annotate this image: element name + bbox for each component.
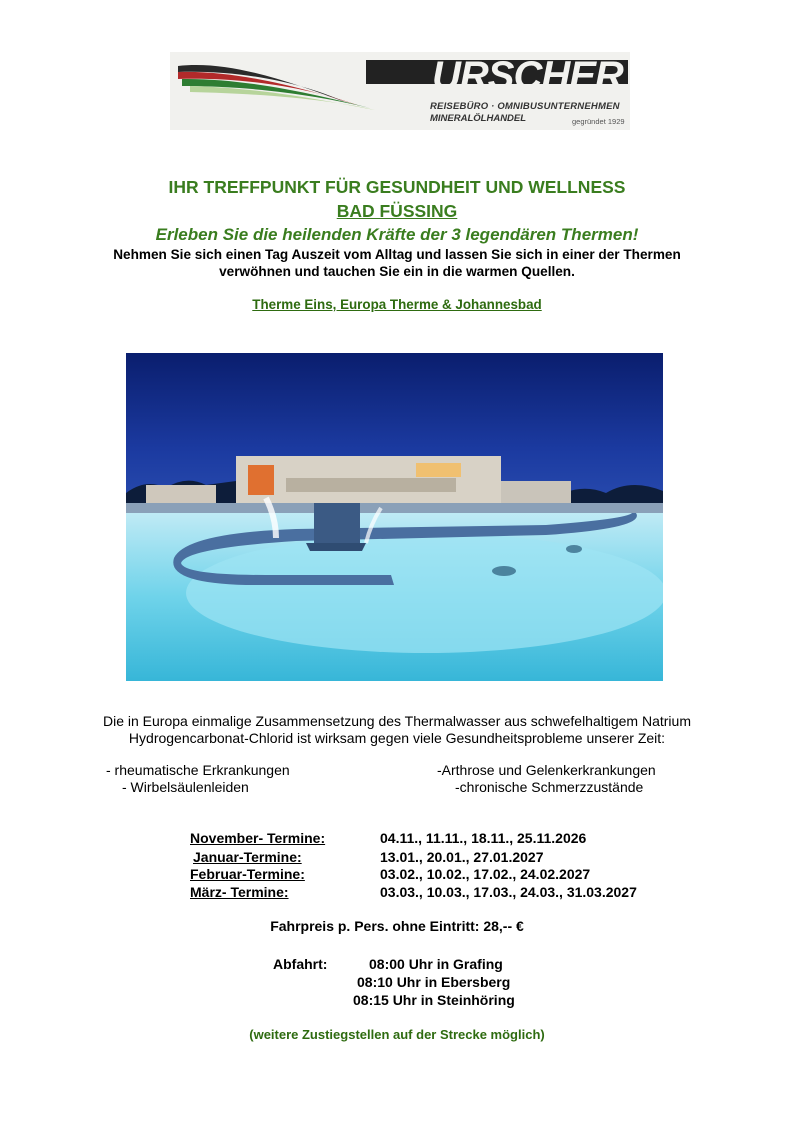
condition-item: -Arthrose und Gelenkerkrankungen <box>437 762 656 778</box>
intro-line: Nehmen Sie sich einen Tag Auszeit vom Alltag und lassen Sie sich in einer der Thermen <box>113 247 681 262</box>
term-label-march: März- Termine: <box>190 884 289 900</box>
slogan: Erleben Sie die heilenden Kräfte der 3 legendären Thermen! <box>155 225 639 244</box>
term-label-january: Januar-Termine: <box>193 849 302 865</box>
logo-subtitle-1: REISEBÜRO · OMNIBUSUNTERNEHMEN <box>430 101 620 112</box>
condition-item: - Wirbelsäulenleiden <box>122 779 249 795</box>
condition-item: -chronische Schmerzzustände <box>455 779 644 795</box>
additional-stops-note: (weitere Zustiegstellen auf der Strecke möglich) <box>249 1027 545 1042</box>
therms-text: Therme Eins, Europa Therme & Johannesbad <box>252 297 542 312</box>
intro-text <box>0 246 794 280</box>
condition-item: - rheumatische Erkrankungen <box>106 762 290 778</box>
intro-line: verwöhnen und tauchen Sie ein in die warmen Quellen. <box>219 264 575 279</box>
thermal-pool-photo <box>126 353 663 681</box>
place-title-text: BAD FÜSSING <box>336 201 458 221</box>
departure-stop: 08:15 Uhr in Steinhöring <box>353 992 515 1008</box>
headline: IHR TREFFPUNKT FÜR GESUNDHEIT UND WELLNESS <box>168 177 626 197</box>
therms-list <box>0 297 794 312</box>
place-title <box>0 201 794 222</box>
logo-wordmark: URSCHER <box>432 54 623 98</box>
description <box>0 713 794 747</box>
term-dates-january: 13.01., 20.01., 27.01.2027 <box>380 849 544 865</box>
term-dates-february: 03.02., 10.02., 17.02., 24.02.2027 <box>380 866 591 882</box>
term-label-february: Februar-Termine: <box>190 866 305 882</box>
logo-subtitle-2: MINERALÖLHANDEL <box>430 113 527 124</box>
description-line: Hydrogencarbonat-Chlorid ist wirksam gegen viele Gesundheitsprobleme unserer Zeit: <box>128 730 666 746</box>
departure-stop: 08:00 Uhr in Grafing <box>369 956 503 972</box>
term-dates-november: 04.11., 11.11., 18.11., 25.11.2026 <box>380 830 587 846</box>
departure-stop: 08:10 Uhr in Ebersberg <box>357 974 511 990</box>
price-info: Fahrpreis p. Pers. ohne Eintritt: 28,-- € <box>270 918 524 934</box>
departure-label: Abfahrt: <box>273 956 328 972</box>
logo-founded: gegründet 1929 <box>572 117 625 126</box>
term-label-november: November- Termine: <box>190 830 326 846</box>
term-dates-march: 03.03., 10.03., 17.03., 24.03., 31.03.2027 <box>380 884 637 900</box>
description-line: Die in Europa einmalige Zusammensetzung des Thermalwasser aus schwefelhaltigem Natrium <box>102 713 691 729</box>
